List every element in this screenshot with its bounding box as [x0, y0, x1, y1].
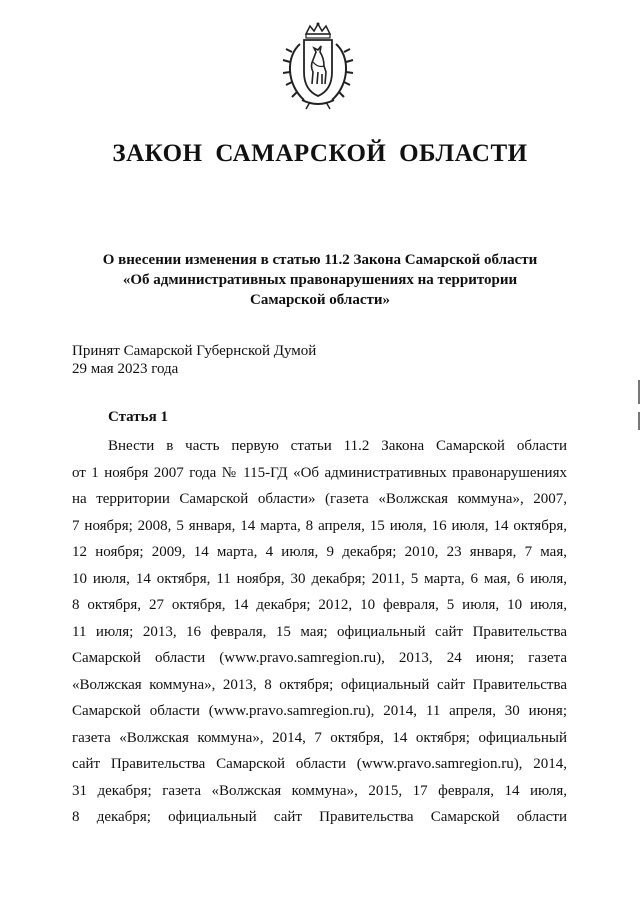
body-line: 8 декабря; официальный сайт Правительства Самарской области: [72, 809, 567, 825]
body-line: 11 июля; 2013, 16 февраля, 15 мая; официальный сайт Правительства: [72, 623, 567, 640]
body-line: газета «Волжская коммуна», 2014, 7 октября, 14 октября; официальный: [72, 729, 567, 746]
subtitle-line: «Об административных правонарушениях на территории: [122, 272, 518, 288]
body-line: Самарской области (www.pravo.samregion.ru), 2014, 11 апреля, 30 июня;: [72, 703, 567, 719]
adopted-by: Принят Самарской Губернской Думой: [72, 343, 317, 359]
body-line: 31 декабря; газета «Волжская коммуна», 2015, 17 февраля, 14 июля,: [72, 782, 567, 799]
body-line: «Волжская коммуна», 2013, 8 октября; официальный сайт Правительства: [72, 676, 567, 693]
law-subtitle: [70, 250, 570, 310]
subtitle-line: Самарской области»: [250, 292, 390, 308]
body-line: 7 ноября; 2008, 5 января, 14 марта, 8 апреля, 15 июля, 16 июля, 14 октября,: [72, 517, 567, 534]
samara-coat-of-arms-icon: [280, 22, 356, 110]
law-title: ЗАКОН САМАРСКОЙ ОБЛАСТИ: [112, 140, 528, 167]
body-line: Самарской области (www.pravo.samregion.ru), 2013, 24 июня; газета: [72, 650, 567, 666]
body-line: сайт Правительства Самарской области (www.pravo.samregion.ru), 2014,: [72, 756, 567, 772]
body-line: от 1 ноября 2007 года № 115-ГД «Об административных правонарушениях: [72, 464, 567, 481]
subtitle-line: О внесении изменения в статью 11.2 Закона Самарской области: [102, 252, 538, 268]
adoption-info: [72, 342, 316, 378]
body-line: Внести в часть первую статьи 11.2 Закона Самарской области: [108, 438, 567, 454]
adoption-date: 29 мая 2023 года: [72, 361, 179, 377]
article-body: [72, 433, 567, 831]
article-heading: Статья 1: [108, 409, 168, 425]
body-line: 8 октября, 27 октября, 14 декабря; 2012, 10 февраля, 5 июля, 10 июля,: [72, 597, 567, 613]
body-line: на территории Самарской области» (газета «Волжская коммуна», 2007,: [72, 491, 567, 507]
body-line: 10 июля, 14 октября, 11 ноября, 30 декабря; 2011, 5 марта, 6 мая, 6 июля,: [72, 570, 567, 587]
body-line: 12 ноября; 2009, 14 марта, 4 июля, 9 декабря; 2010, 23 января, 7 мая,: [72, 544, 567, 560]
